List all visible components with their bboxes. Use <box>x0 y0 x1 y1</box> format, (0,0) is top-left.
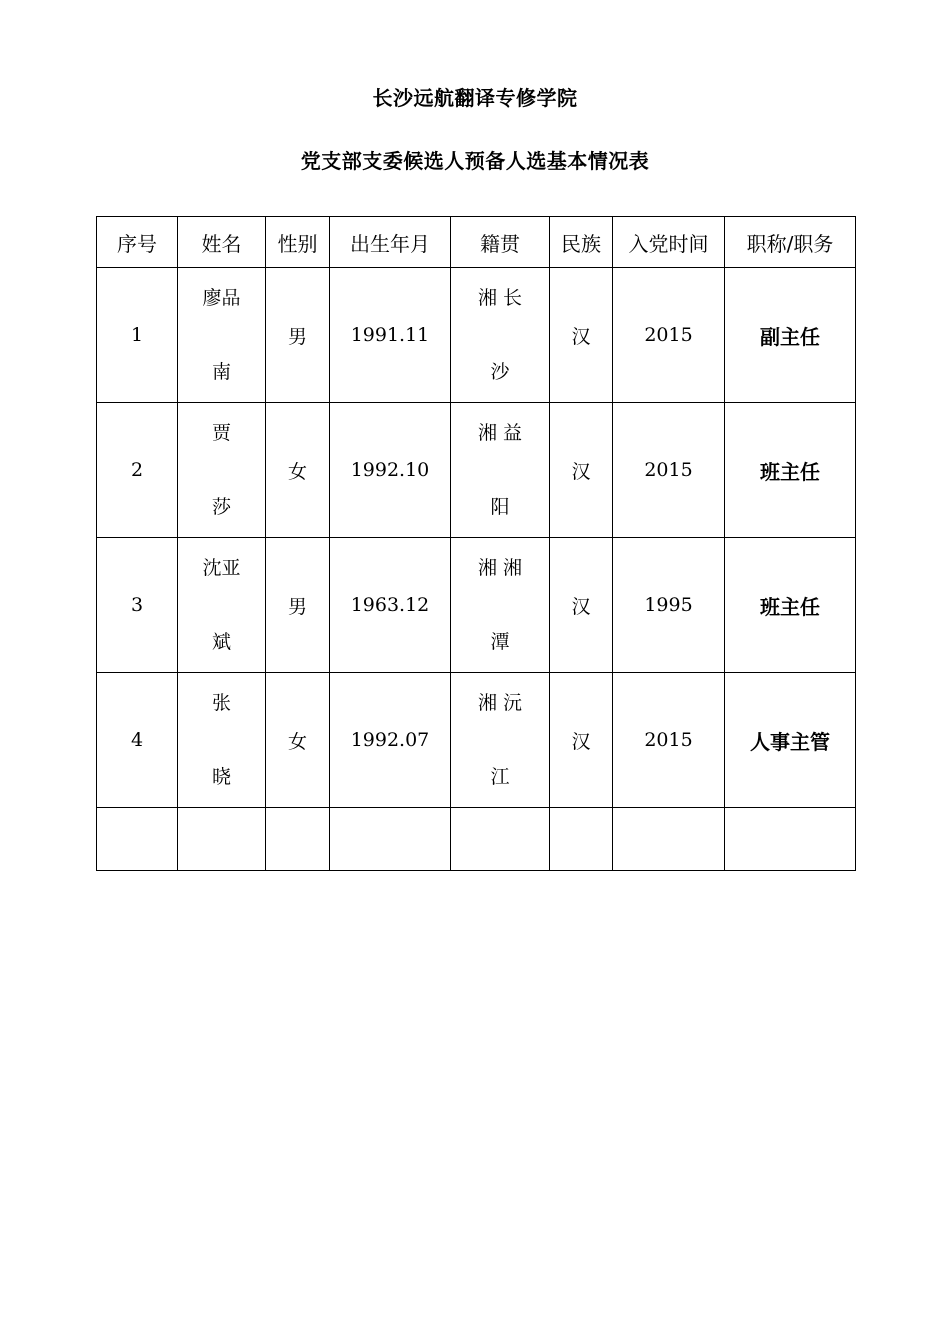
column-header-gender: 性别 <box>266 217 330 268</box>
table-row <box>97 538 856 673</box>
origin-line-1: 湘 湘 <box>477 557 523 579</box>
name-line-1: 沈亚 <box>202 557 241 579</box>
name-line-1: 廖品 <box>202 287 241 309</box>
column-header-ethnicity: 民族 <box>550 217 613 268</box>
cell-no: 1 <box>97 268 178 403</box>
table-row <box>97 268 856 403</box>
cell-title: 副主任 <box>725 268 856 403</box>
form-title: 党支部支委候选人预备人选基本情况表 <box>300 149 650 173</box>
cell-name <box>178 538 266 673</box>
cell-birth: 1992.07 <box>330 673 451 808</box>
cell-title: 人事主管 <box>725 673 856 808</box>
origin-line-2: 潭 <box>490 631 510 653</box>
column-header-joined: 入党时间 <box>613 217 725 268</box>
school-title: 长沙远航翻译专修学院 <box>372 86 578 110</box>
table-header-row <box>97 217 856 268</box>
cell-joined: 1995 <box>613 538 725 673</box>
empty-cell <box>451 808 550 871</box>
cell-name <box>178 403 266 538</box>
cell-origin <box>451 268 550 403</box>
name-line-1: 张 <box>211 692 231 714</box>
cell-ethnicity: 汉 <box>550 538 613 673</box>
cell-ethnicity: 汉 <box>550 403 613 538</box>
empty-cell <box>613 808 725 871</box>
cell-title: 班主任 <box>725 403 856 538</box>
empty-cell <box>725 808 856 871</box>
empty-table-row <box>97 808 856 871</box>
table-row <box>97 673 856 808</box>
cell-origin <box>451 538 550 673</box>
origin-line-1: 湘 沅 <box>477 692 523 714</box>
name-line-1: 贾 <box>211 422 231 444</box>
origin-line-2: 江 <box>490 766 510 788</box>
name-line-2: 晓 <box>211 766 231 788</box>
cell-name <box>178 673 266 808</box>
name-line-2: 斌 <box>211 631 231 653</box>
column-header-title: 职称/职务 <box>725 217 856 268</box>
cell-no: 3 <box>97 538 178 673</box>
empty-cell <box>97 808 178 871</box>
table-row <box>97 403 856 538</box>
origin-line-2: 沙 <box>490 361 510 383</box>
column-header-name: 姓名 <box>178 217 266 268</box>
column-header-no: 序号 <box>97 217 178 268</box>
cell-ethnicity: 汉 <box>550 673 613 808</box>
origin-line-1: 湘 益 <box>477 422 523 444</box>
cell-birth: 1963.12 <box>330 538 451 673</box>
origin-line-1: 湘 长 <box>477 287 523 309</box>
empty-cell <box>330 808 451 871</box>
cell-name <box>178 268 266 403</box>
cell-ethnicity: 汉 <box>550 268 613 403</box>
column-header-origin: 籍贯 <box>451 217 550 268</box>
candidate-table <box>96 216 856 871</box>
empty-cell <box>178 808 266 871</box>
empty-cell <box>266 808 330 871</box>
cell-birth: 1992.10 <box>330 403 451 538</box>
cell-birth: 1991.11 <box>330 268 451 403</box>
cell-joined: 2015 <box>613 268 725 403</box>
name-line-2: 莎 <box>211 496 231 518</box>
cell-gender: 女 <box>266 403 330 538</box>
cell-gender: 女 <box>266 673 330 808</box>
cell-joined: 2015 <box>613 403 725 538</box>
name-line-2: 南 <box>211 361 231 383</box>
cell-no: 4 <box>97 673 178 808</box>
cell-no: 2 <box>97 403 178 538</box>
cell-joined: 2015 <box>613 673 725 808</box>
cell-origin <box>451 403 550 538</box>
cell-gender: 男 <box>266 538 330 673</box>
empty-cell <box>550 808 613 871</box>
column-header-birth: 出生年月 <box>330 217 451 268</box>
origin-line-2: 阳 <box>490 496 510 518</box>
cell-title: 班主任 <box>725 538 856 673</box>
cell-origin <box>451 673 550 808</box>
cell-gender: 男 <box>266 268 330 403</box>
